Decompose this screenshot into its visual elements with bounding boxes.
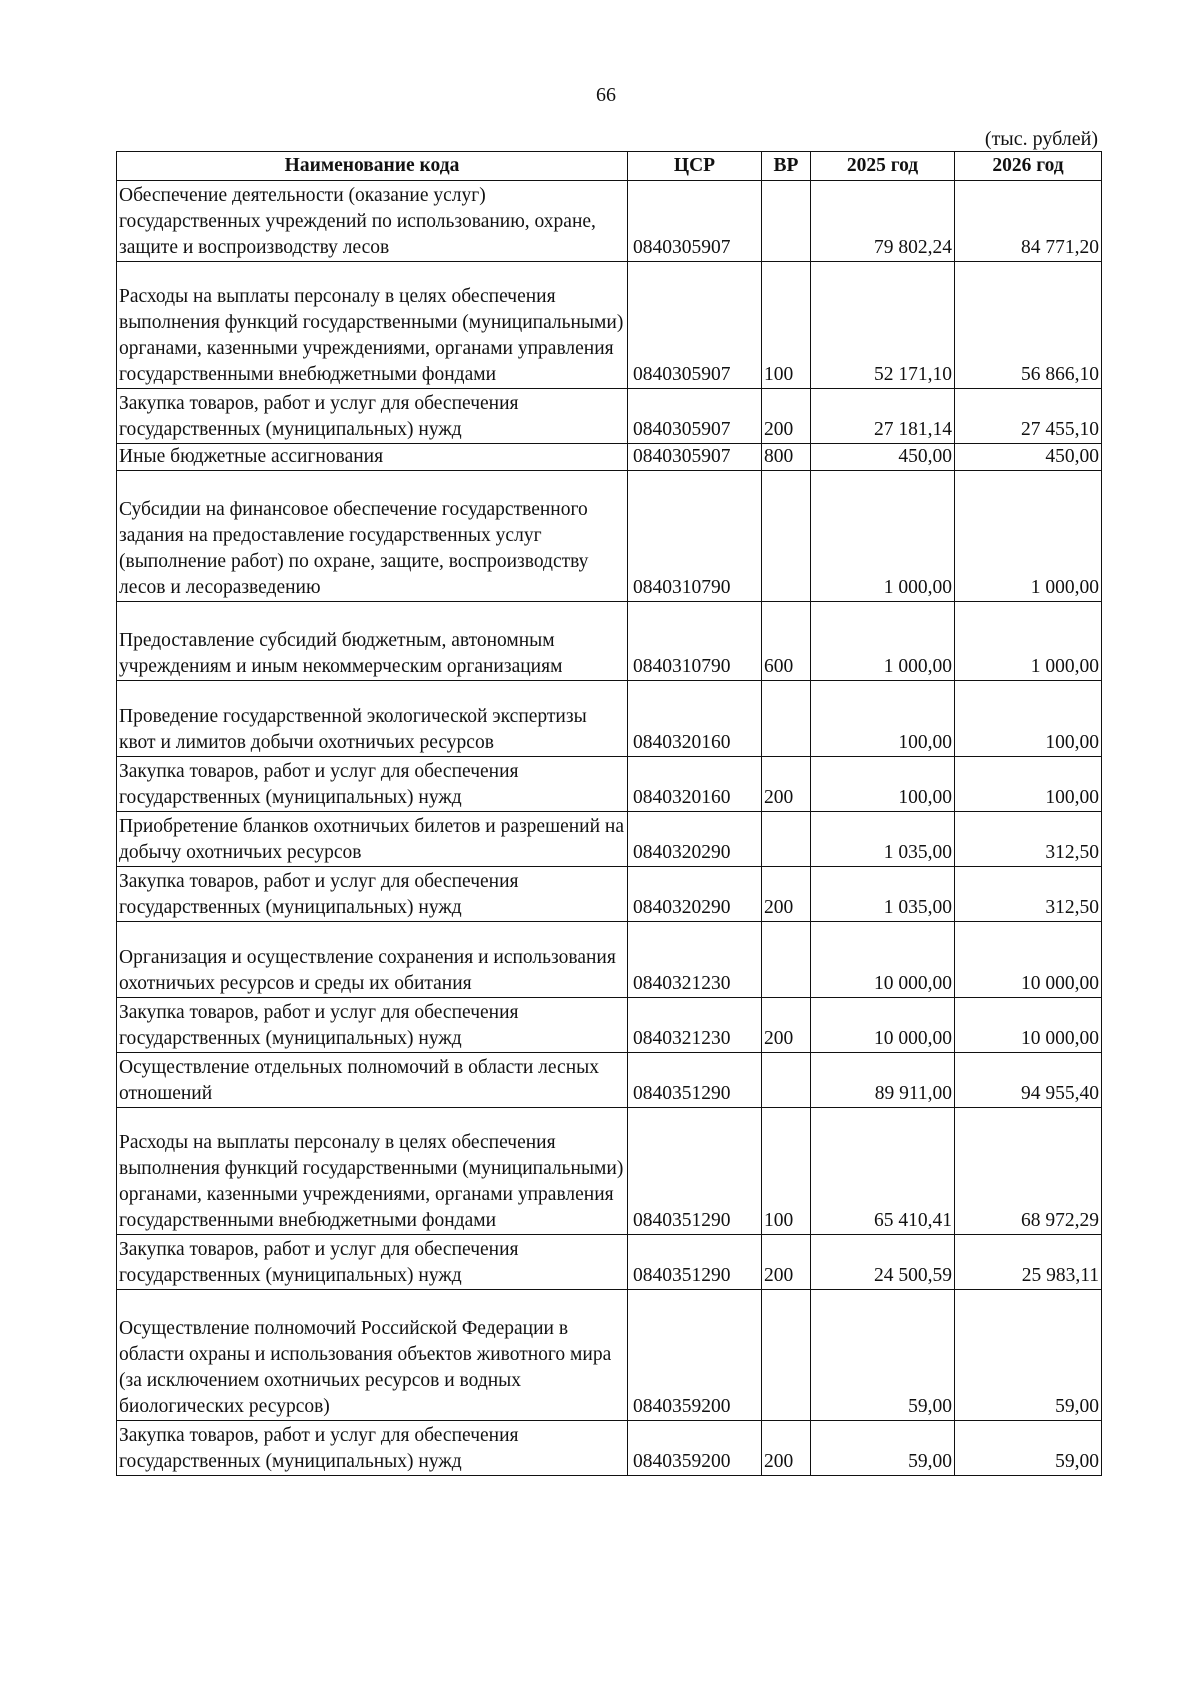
row-vr (762, 1290, 811, 1421)
header-2025: 2025 год (811, 152, 955, 181)
row-name: Обеспечение деятельности (оказание услуг) государственных учреждений по использованию, охране, защите и воспроизводству лесов (117, 181, 628, 262)
table-row (117, 1421, 1102, 1476)
row-name: Субсидии на финансовое обеспечение государственного задания на предоставление государственных услуг (выполнение работ) по охране, защите, воспроизводству лесов и лесоразведению (117, 471, 628, 602)
row-2025: 24 500,59 (811, 1235, 955, 1290)
row-name: Закупка товаров, работ и услуг для обеспечения государственных (муниципальных) нужд (117, 1421, 628, 1476)
row-csr: 0840321230 (628, 922, 762, 998)
row-name: Закупка товаров, работ и услуг для обеспечения государственных (муниципальных) нужд (117, 389, 628, 444)
row-2025: 27 181,14 (811, 389, 955, 444)
row-vr (762, 681, 811, 757)
row-csr: 0840305907 (628, 444, 762, 471)
table-row (117, 471, 1102, 602)
row-name: Приобретение бланков охотничьих билетов и разрешений на добычу охотничьих ресурсов (117, 812, 628, 867)
row-vr (762, 181, 811, 262)
table-row (117, 922, 1102, 998)
row-vr: 200 (762, 867, 811, 922)
row-name: Предоставление субсидий бюджетным, автономным учреждениям и иным некоммерческим организациям (117, 602, 628, 681)
row-2026: 59,00 (955, 1290, 1102, 1421)
page-number: 66 (596, 84, 616, 106)
table-body (117, 181, 1102, 1476)
units-label: (тыс. рублей) (984, 128, 1098, 150)
row-vr: 200 (762, 1421, 811, 1476)
table-row (117, 757, 1102, 812)
table-row (117, 867, 1102, 922)
row-2025: 59,00 (811, 1290, 955, 1421)
row-vr: 800 (762, 444, 811, 471)
row-2026: 25 983,11 (955, 1235, 1102, 1290)
row-csr: 0840305907 (628, 181, 762, 262)
table-row (117, 1108, 1102, 1235)
header-csr: ЦСР (628, 152, 762, 181)
table-row (117, 389, 1102, 444)
budget-table (116, 151, 1102, 1476)
row-csr: 0840305907 (628, 262, 762, 389)
row-vr: 600 (762, 602, 811, 681)
row-2026: 450,00 (955, 444, 1102, 471)
row-2026: 100,00 (955, 681, 1102, 757)
table-row (117, 602, 1102, 681)
row-name: Проведение государственной экологической экспертизы квот и лимитов добычи охотничьих ресурсов (117, 681, 628, 757)
row-csr: 0840305907 (628, 389, 762, 444)
row-name: Иные бюджетные ассигнования (117, 444, 628, 471)
row-vr: 100 (762, 1108, 811, 1235)
row-csr: 0840351290 (628, 1235, 762, 1290)
row-2025: 79 802,24 (811, 181, 955, 262)
row-csr: 0840320290 (628, 812, 762, 867)
row-name: Закупка товаров, работ и услуг для обеспечения государственных (муниципальных) нужд (117, 998, 628, 1053)
table-header-row (117, 152, 1102, 181)
row-2025: 1 035,00 (811, 867, 955, 922)
row-2026: 56 866,10 (955, 262, 1102, 389)
row-name: Закупка товаров, работ и услуг для обеспечения государственных (муниципальных) нужд (117, 867, 628, 922)
row-2026: 1 000,00 (955, 471, 1102, 602)
header-name: Наименование кода (117, 152, 628, 181)
row-2026: 94 955,40 (955, 1053, 1102, 1108)
row-csr: 0840320160 (628, 681, 762, 757)
row-vr (762, 922, 811, 998)
row-2025: 100,00 (811, 757, 955, 812)
row-2025: 10 000,00 (811, 922, 955, 998)
row-vr: 200 (762, 998, 811, 1053)
row-name: Закупка товаров, работ и услуг для обеспечения государственных (муниципальных) нужд (117, 757, 628, 812)
row-2026: 100,00 (955, 757, 1102, 812)
row-2025: 450,00 (811, 444, 955, 471)
row-2025: 89 911,00 (811, 1053, 955, 1108)
header-vr: ВР (762, 152, 811, 181)
row-2025: 1 035,00 (811, 812, 955, 867)
row-2026: 68 972,29 (955, 1108, 1102, 1235)
row-name: Организация и осуществление сохранения и использования охотничьих ресурсов и среды их обитания (117, 922, 628, 998)
row-csr: 0840351290 (628, 1108, 762, 1235)
row-csr: 0840321230 (628, 998, 762, 1053)
row-vr: 200 (762, 389, 811, 444)
table-row (117, 1053, 1102, 1108)
row-2026: 1 000,00 (955, 602, 1102, 681)
row-csr: 0840310790 (628, 471, 762, 602)
row-name: Расходы на выплаты персоналу в целях обеспечения выполнения функций государственными (муниципальными) органами, казенными учреждениями, органами управления государственными внебюджетными фондами (117, 262, 628, 389)
row-2026: 84 771,20 (955, 181, 1102, 262)
row-vr (762, 471, 811, 602)
row-2026: 312,50 (955, 867, 1102, 922)
row-name: Осуществление отдельных полномочий в области лесных отношений (117, 1053, 628, 1108)
row-csr: 0840351290 (628, 1053, 762, 1108)
row-2025: 52 171,10 (811, 262, 955, 389)
row-csr: 0840310790 (628, 602, 762, 681)
row-vr (762, 1053, 811, 1108)
table-row (117, 1235, 1102, 1290)
row-vr: 200 (762, 1235, 811, 1290)
row-2025: 100,00 (811, 681, 955, 757)
row-csr: 0840320160 (628, 757, 762, 812)
row-vr: 200 (762, 757, 811, 812)
header-2026: 2026 год (955, 152, 1102, 181)
row-csr: 0840359200 (628, 1421, 762, 1476)
row-2025: 59,00 (811, 1421, 955, 1476)
table-row (117, 1290, 1102, 1421)
row-2025: 10 000,00 (811, 998, 955, 1053)
row-name: Расходы на выплаты персоналу в целях обеспечения выполнения функций государственными (муниципальными) органами, казенными учреждениями, органами управления государственными внебюджетными фондами (117, 1108, 628, 1235)
row-name: Осуществление полномочий Российской Федерации в области охраны и использования объектов животного мира (за исключением охотничьих ресурсов и водных биологических ресурсов) (117, 1290, 628, 1421)
table-row (117, 812, 1102, 867)
row-2025: 1 000,00 (811, 602, 955, 681)
row-2026: 10 000,00 (955, 998, 1102, 1053)
row-name: Закупка товаров, работ и услуг для обеспечения государственных (муниципальных) нужд (117, 1235, 628, 1290)
table-row (117, 444, 1102, 471)
table-row (117, 181, 1102, 262)
table-row (117, 998, 1102, 1053)
row-csr: 0840359200 (628, 1290, 762, 1421)
row-2025: 65 410,41 (811, 1108, 955, 1235)
row-2025: 1 000,00 (811, 471, 955, 602)
row-csr: 0840320290 (628, 867, 762, 922)
row-2026: 312,50 (955, 812, 1102, 867)
table-row (117, 681, 1102, 757)
row-vr: 100 (762, 262, 811, 389)
table-row (117, 262, 1102, 389)
row-2026: 10 000,00 (955, 922, 1102, 998)
row-vr (762, 812, 811, 867)
row-2026: 27 455,10 (955, 389, 1102, 444)
row-2026: 59,00 (955, 1421, 1102, 1476)
